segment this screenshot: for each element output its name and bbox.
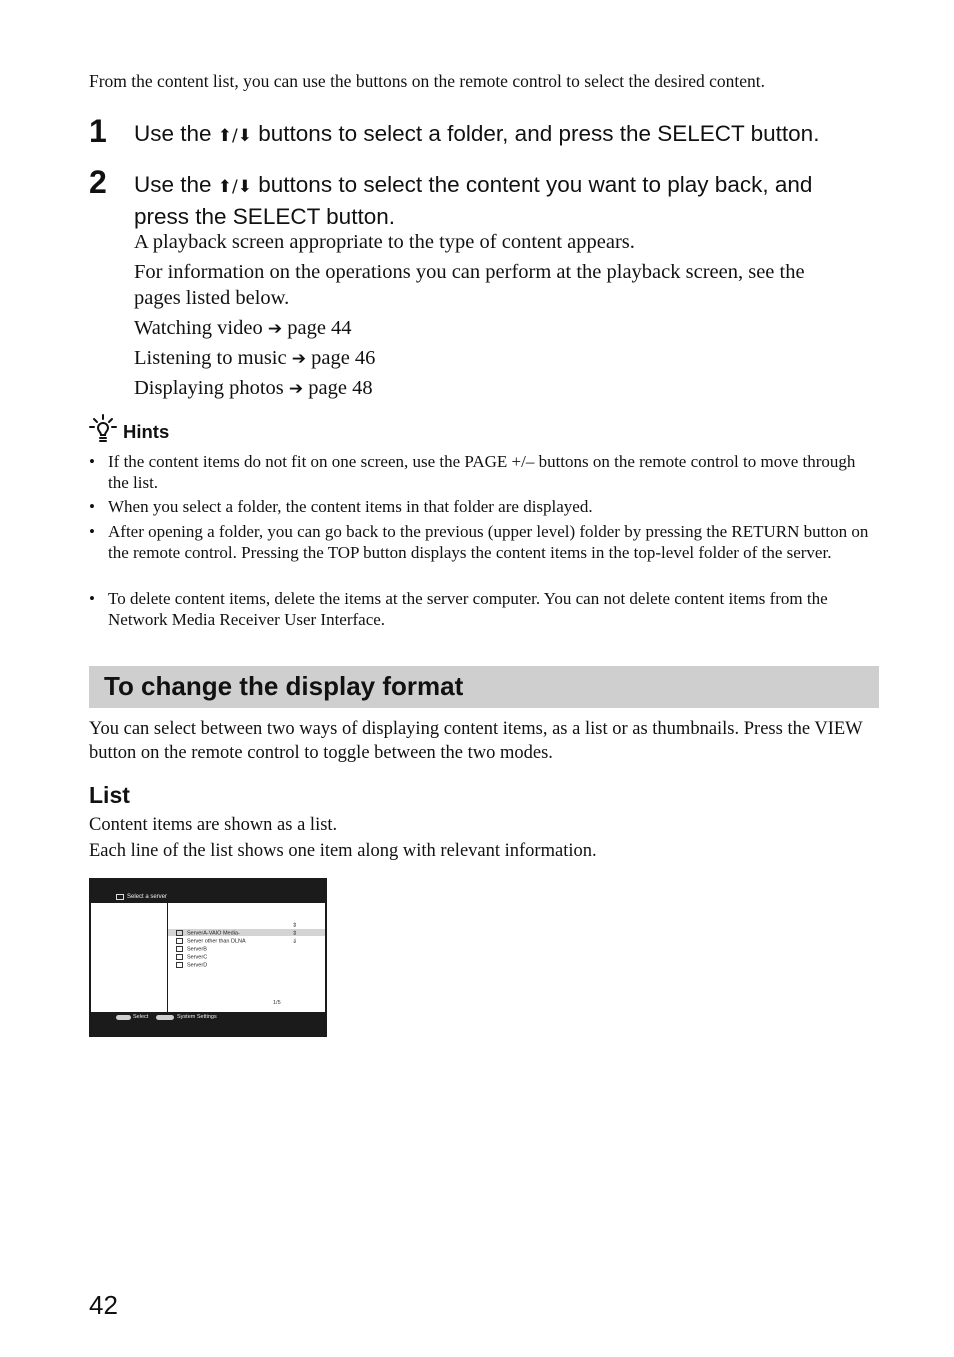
list-heading: List [89,782,130,808]
up-down-arrow-icon: ⇕ [292,930,298,937]
step-2-number: 2 [89,164,107,200]
up-down-arrow-icon: ⇓ [292,938,298,945]
step-2-body-2: For information on the operations you can perform at the playback screen, see the [134,261,805,283]
list-item[interactable]: ServerD [176,962,207,968]
screenshot-left-pane [91,903,167,1012]
right-arrow-icon: ➔ [291,349,306,369]
ref-listening-music: Listening to music ➔ page 46 [134,347,376,369]
ref-displaying-photos: Displaying photos ➔ page 48 [134,377,373,399]
select-key-badge [116,1015,131,1020]
step-2-body-1: A playback screen appropriate to the type of content appears. [134,231,635,253]
list-line-1: Content items are shown as a list. [89,815,338,835]
hint-item: • After opening a folder, you can go back to the previous (upper level) folder by pressing the RETURN button on the remote control. Pressing the TOP button displays the content items in the top-level folder of the server. [89,522,869,562]
monitor-icon [116,894,124,900]
lightbulb-icon [89,413,119,445]
hints-title: Hints [123,421,170,442]
options-key-badge [156,1015,174,1020]
up-down-arrow-icon: ⇕ [292,922,298,929]
right-arrow-icon: ➔ [267,319,283,339]
screenshot-title: Select a server [127,894,168,900]
step-1-heading: Use the ⬆/⬇ buttons to select a folder, and press the SELECT button. [134,121,820,146]
list-item[interactable]: Server other than DLNA [176,938,246,944]
ref-watching-video: Watching video ➔ page 44 [134,317,352,339]
list-item[interactable]: ServerB [176,946,207,952]
list-item[interactable]: ServerA-VAIO Media- [176,930,240,936]
step-2-body-3: pages listed below. [134,287,290,309]
intro-text: From the content list, you can use the buttons on the remote control to select the desired content. [89,71,766,91]
hint-item: • If the content items do not fit on one screen, use the PAGE +/– buttons on the remote control to move through the list. [89,452,856,492]
server-icon [176,938,183,944]
section-banner [89,666,879,708]
list-line-2: Each line of the list shows one item along with relevant information. [89,841,597,861]
footer-settings-label: System Settings [177,1014,217,1020]
section-title: To change the display format [104,671,464,701]
server-icon [176,930,183,936]
up-down-arrow-icon: ⬆/⬇ [217,177,253,197]
right-arrow-icon: ➔ [288,379,304,399]
hint-item: • When you select a folder, the content items in that folder are displayed. [89,497,593,516]
step-1-number: 1 [89,113,107,149]
list-screenshot [89,878,327,1037]
server-icon [176,962,183,968]
screenshot-header [89,878,327,902]
server-icon [176,954,183,960]
hint-item: • To delete content items, delete the items at the server computer. You can not delete content items from the Network Media Receiver User Interface. [89,589,828,629]
up-down-arrow-icon: ⬆/⬇ [217,126,253,146]
footer-select-label: Select [133,1014,149,1020]
section-intro: You can select between two ways of displaying content items, as a list or as thumbnails. Press the VIEW button on the remote control to toggle between the two modes. [89,719,863,763]
server-icon [176,946,183,952]
list-item[interactable]: ServerC [176,954,207,960]
screenshot-list-pane [168,903,325,1012]
step-2-heading: Use the ⬆/⬇ buttons to select the content you want to play back, and press the SELECT button. [134,172,813,229]
page-number: 42 [89,1290,118,1320]
page-indicator: 1/5 [273,1000,281,1006]
